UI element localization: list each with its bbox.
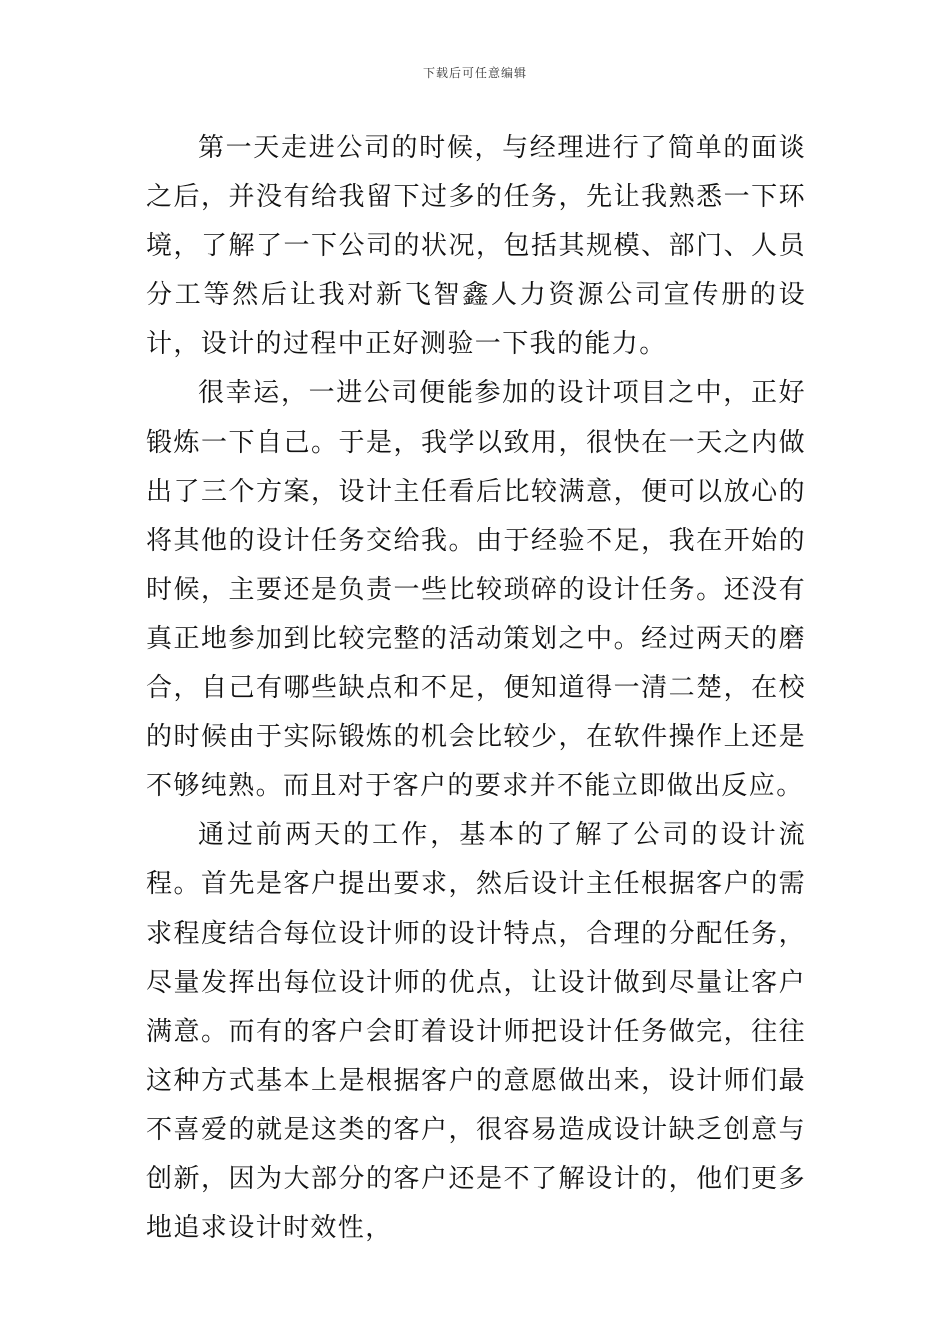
paragraph-1: 第一天走进公司的时候，与经理进行了简单的面谈之后，并没有给我留下过多的任务，先让我熟悉一下环境，了解了一下公司的状况，包括其规模、部门、人员分工等然后让我对新飞智鑫人力资源公司宣传册的设计，设计的过程中正好测验一下我的能力。 <box>146 133 806 360</box>
header-note: 下载后可任意编辑 <box>422 66 527 80</box>
paragraph-2: 很幸运，一进公司便能参加的设计项目之中，正好锻炼一下自己。于是，我学以致用，很快在一天之内做出了三个方案，设计主任看后比较满意，便可以放心的将其他的设计任务交给我。由于经验不足，我在开始的时候，主要还是负责一些比较琐碎的设计任务。还没有真正地参加到比较完整的活动策划之中。经过两天的磨合，自己有哪些缺点和不足，便知道得一清二楚，在校的时候由于实际锻炼的机会比较少，在软件操作上还是不够纯熟。而且对于客户的要求并不能立即做出反应。 <box>146 378 806 802</box>
paragraph-3: 通过前两天的工作，基本的了解了公司的设计流程。首先是客户提出要求，然后设计主任根据客户的需求程度结合每位设计师的设计特点，合理的分配任务，尽量发挥出每位设计师的优点，让设计做到尽量让客户满意。而有的客户会盯着设计师把设计任务做完，往往这种方式基本上是根据客户的意愿做出来，设计师们最不喜爱的就是这类的客户，很容易造成设计缺乏创意与创新，因为大部分的客户还是不了解设计的，他们更多地追求设计时效性， <box>146 820 806 1244</box>
document-body <box>146 124 806 1253</box>
